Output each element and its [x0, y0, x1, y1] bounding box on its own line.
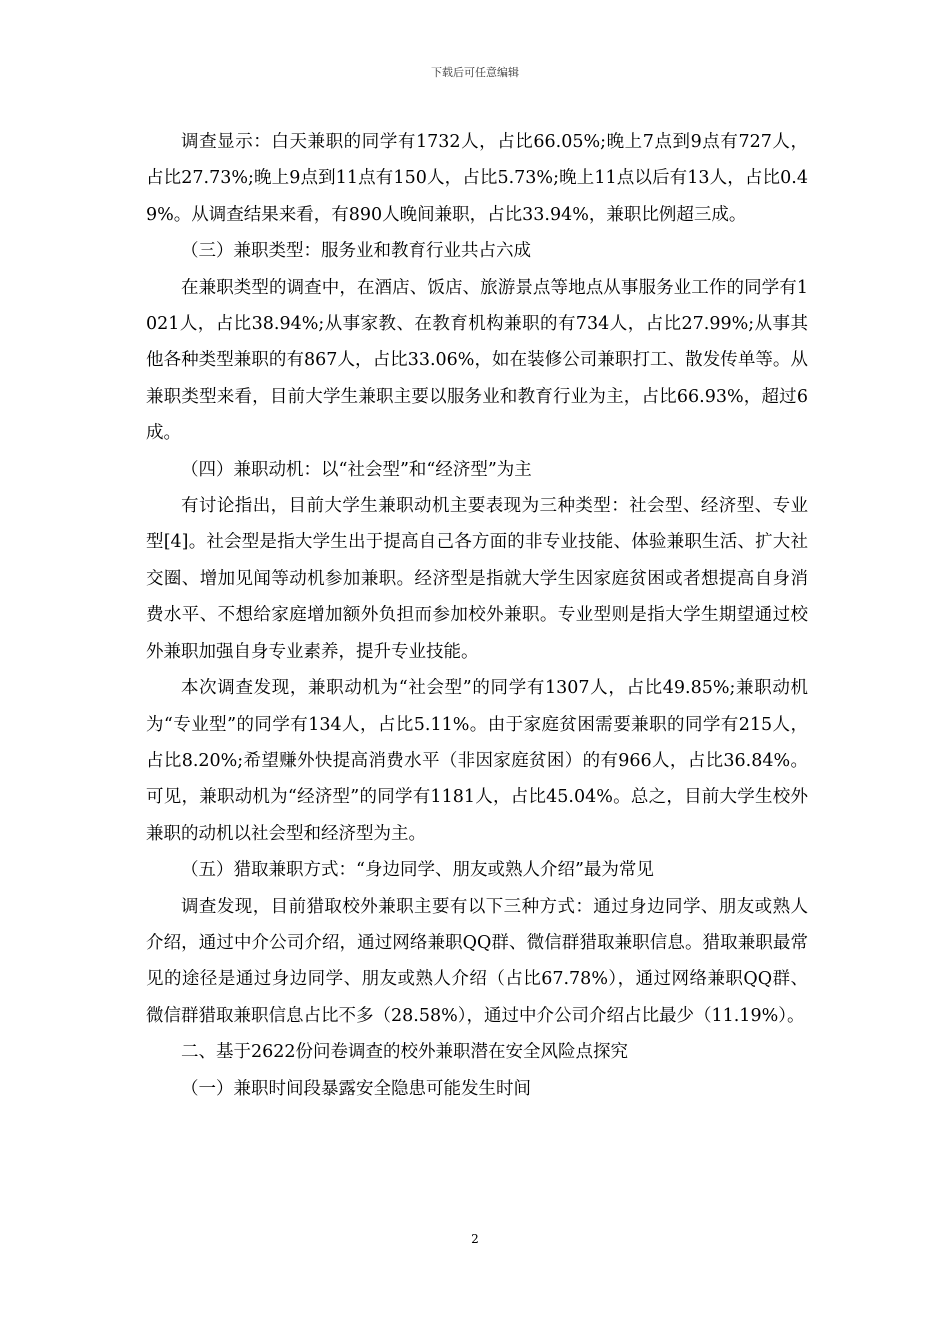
document-body — [146, 124, 808, 1107]
heading-part-motivation: （四）兼职动机：以“社会型”和“经济型”为主 — [181, 459, 532, 480]
paragraph-motivation-findings: 本次调查发现，兼职动机为“社会型”的同学有1307人，占比49.85%;兼职动机为“专业型”的同学有134人，占比5.11%。由于家庭贫困需要兼职的同学有215人，占比8.20%;希望赚外快提高消费水平（非因家庭贫困）的有966人，占比36.84%。可见，兼职动机为“经济型”的同学有1181人，占比45.04%。总之，目前大学生校外兼职的动机以社会型和经济型为主。 — [146, 678, 808, 844]
page-number: 2 — [471, 1232, 479, 1246]
page-header-note: 下载后可任意编辑 — [431, 66, 519, 79]
heading-subsection-one: （一）兼职时间段暴露安全隐患可能发生时间 — [181, 1078, 531, 1099]
paragraph-motivation-types: 有讨论指出，目前大学生兼职动机主要表现为三种类型：社会型、经济型、专业型[4]。社会型是指大学生出于提高自己各方面的非专业技能、体验兼职生活、扩大社交圈、增加见闻等动机参加兼职。经济型是指就大学生因家庭贫困或者想提高自身消费水平、不想给家庭增加额外负担而参加校外兼职。专业型则是指大学生期望通过校外兼职加强自身专业素养，提升专业技能。 — [146, 496, 808, 662]
paragraph-time-survey: 调查显示：白天兼职的同学有1732人，占比66.05%;晚上7点到9点有727人，占比27.73%;晚上9点到11点有150人，占比5.73%;晚上11点以后有13人，占比0.49%。从调查结果来看，有890人晚间兼职，占比33.94%，兼职比例超三成。 — [146, 132, 808, 225]
paragraph-channels: 调查发现，目前猎取校外兼职主要有以下三种方式：通过身边同学、朋友或熟人介绍，通过中介公司介绍，通过网络兼职QQ群、微信群猎取兼职信息。猎取兼职最常见的途径是通过身边同学、朋友或熟人介绍（占比67.78%），通过网络兼职QQ群、微信群猎取兼职信息占比不多（28.58%），通过中介公司介绍占比最少（11.19%）。 — [146, 896, 808, 1026]
heading-section-two: 二、基于2622份问卷调查的校外兼职潜在安全风险点探究 — [181, 1042, 629, 1063]
paragraph-job-type: 在兼职类型的调查中，在酒店、饭店、旅游景点等地点从事服务业工作的同学有1021人，占比38.94%;从事家教、在教育机构兼职的有734人，占比27.99%;从事其他各种类型兼职的有867人，占比33.06%，如在装修公司兼职打工、散发传单等。从兼职类型来看，目前大学生兼职主要以服务业和教育行业为主，占比66.93%，超过6成。 — [146, 277, 808, 444]
heading-part-channels: （五）猎取兼职方式：“身边同学、朋友或熟人介绍”最为常见 — [181, 860, 654, 881]
heading-part-type: （三）兼职类型：服务业和教育行业共占六成 — [181, 241, 531, 262]
